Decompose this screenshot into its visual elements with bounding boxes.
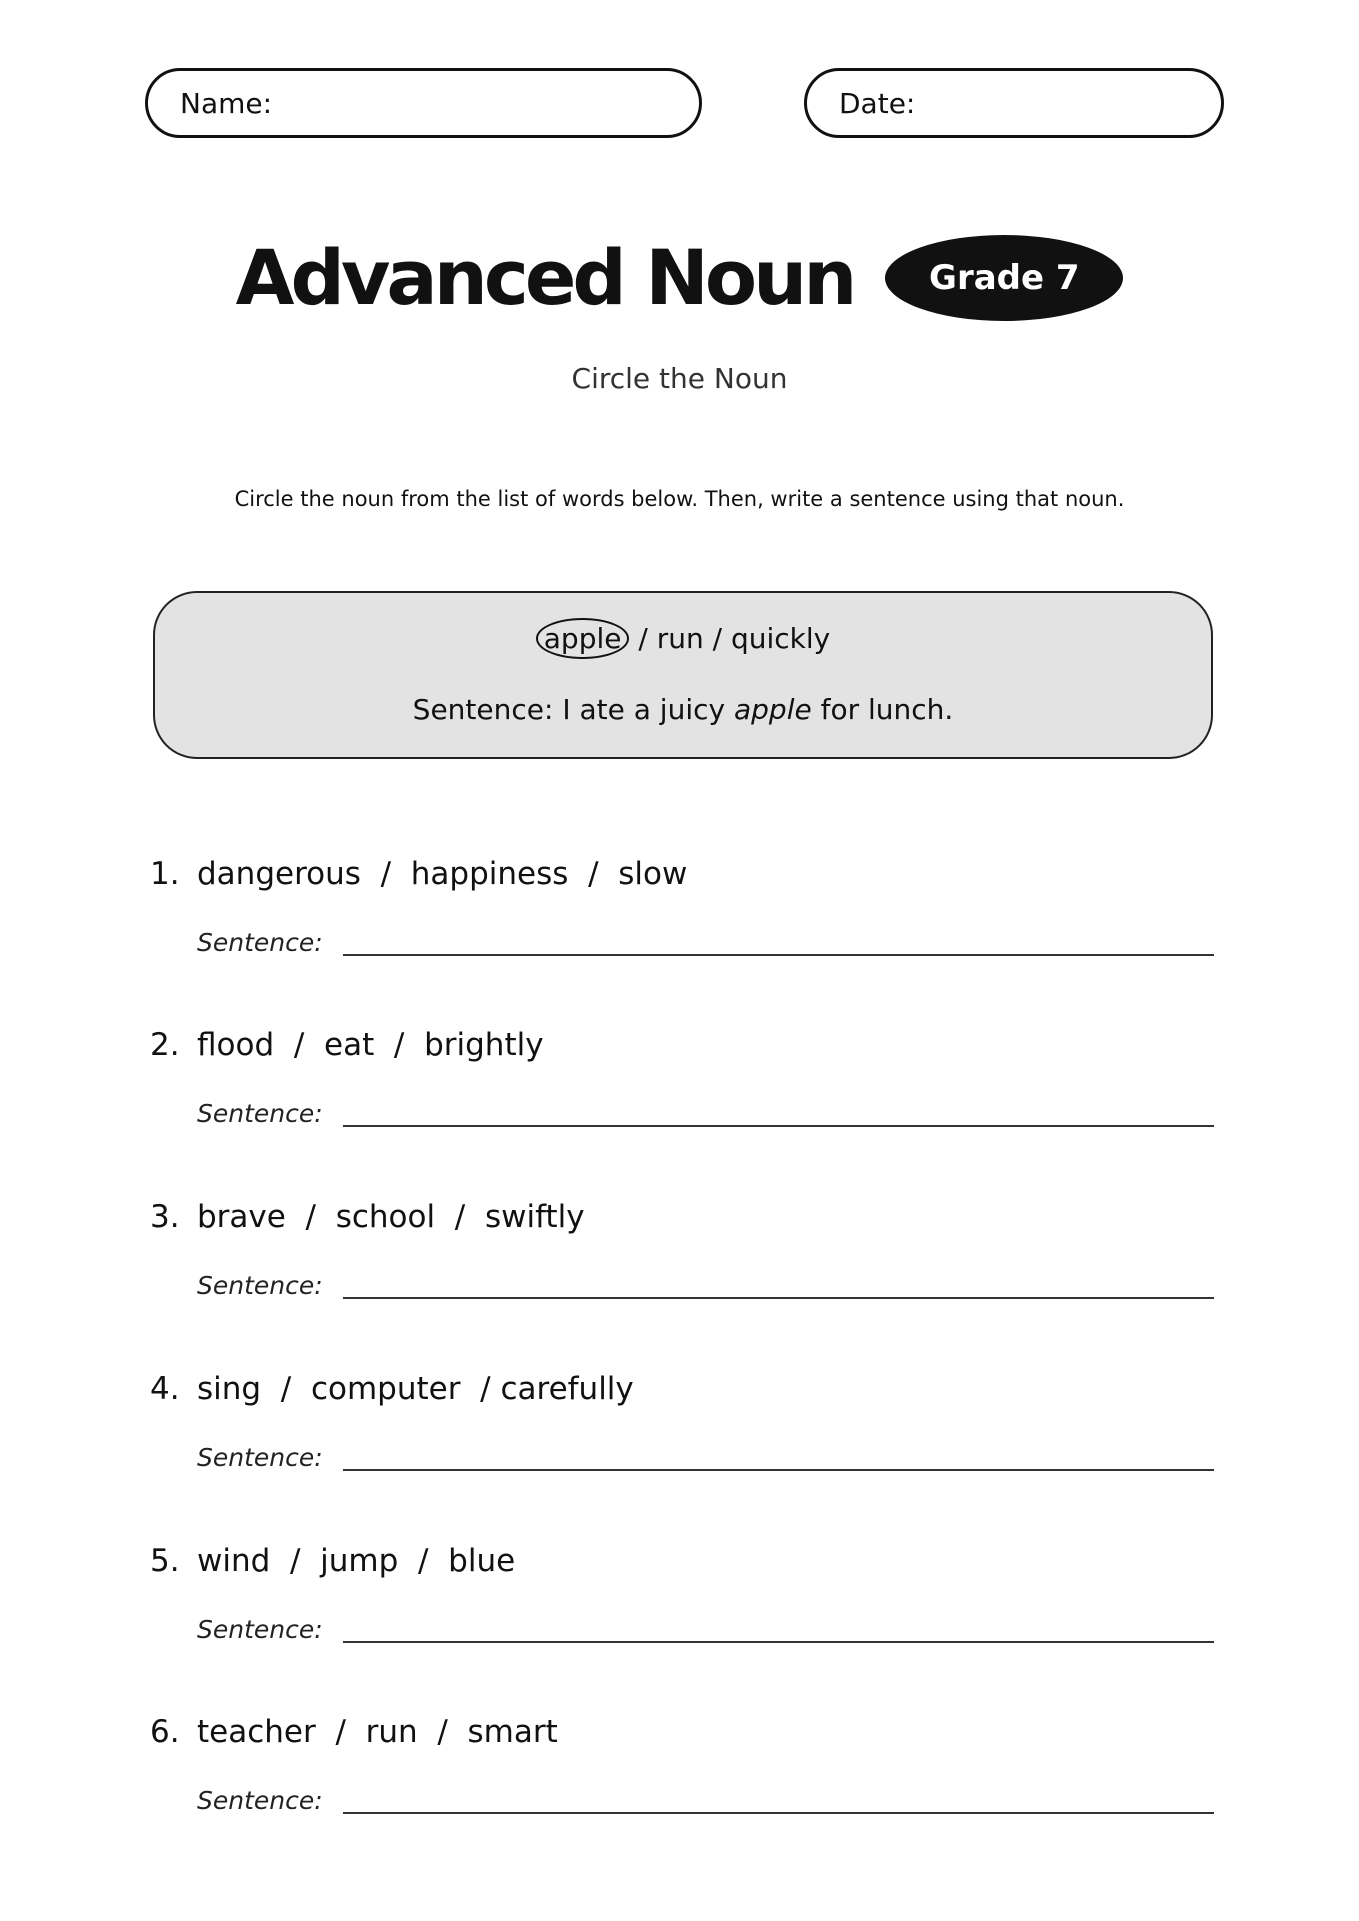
example-sentence <box>155 693 1211 726</box>
question-words[interactable]: wind / jump / blue <box>197 1543 516 1579</box>
sentence-label: Sentence: <box>197 1099 323 1128</box>
date-field[interactable] <box>804 68 1224 138</box>
question-4 <box>150 1371 1214 1491</box>
example-circled-word: apple <box>536 618 630 659</box>
question-number: 5. <box>150 1543 180 1579</box>
sentence-write-line[interactable] <box>343 954 1214 956</box>
question-1 <box>150 856 1214 976</box>
grade-badge: Grade 7 <box>885 235 1123 321</box>
question-words[interactable]: sing / computer / carefully <box>197 1371 634 1407</box>
sentence-write-line[interactable] <box>343 1297 1214 1299</box>
sentence-write-line[interactable] <box>343 1641 1214 1643</box>
example-sentence-suffix: for lunch. <box>811 693 954 726</box>
question-6 <box>150 1714 1214 1834</box>
name-label: Name: <box>180 86 273 120</box>
question-words[interactable]: brave / school / swiftly <box>197 1199 585 1235</box>
sentence-write-line[interactable] <box>343 1125 1214 1127</box>
sentence-label: Sentence: <box>197 1271 323 1300</box>
question-number: 1. <box>150 856 180 892</box>
example-sentence-prefix: Sentence: I ate a juicy <box>412 693 734 726</box>
question-2 <box>150 1027 1214 1147</box>
question-number: 3. <box>150 1199 180 1235</box>
question-words[interactable]: dangerous / happiness / slow <box>197 856 688 892</box>
question-number: 6. <box>150 1714 180 1750</box>
page-title: Advanced Noun <box>235 233 854 322</box>
example-other-words: / run / quickly <box>638 622 831 655</box>
question-words[interactable]: flood / eat / brightly <box>197 1027 544 1063</box>
question-line <box>150 1714 558 1750</box>
sentence-label: Sentence: <box>197 1443 323 1472</box>
example-words <box>155 618 1211 659</box>
question-line <box>150 1027 544 1063</box>
example-sentence-noun: apple <box>733 693 812 726</box>
date-label: Date: <box>839 86 916 120</box>
sentence-label: Sentence: <box>197 1615 323 1644</box>
question-number: 2. <box>150 1027 180 1063</box>
date-input[interactable] <box>925 82 1278 124</box>
example-box <box>153 591 1213 759</box>
question-line <box>150 1371 634 1407</box>
subtitle: Circle the Noun <box>571 362 788 395</box>
question-5 <box>150 1543 1214 1663</box>
sentence-label: Sentence: <box>197 928 323 957</box>
sentence-label: Sentence: <box>197 1786 323 1815</box>
title-row <box>0 235 1359 321</box>
sentence-write-line[interactable] <box>343 1469 1214 1471</box>
question-line <box>150 856 687 892</box>
sentence-write-line[interactable] <box>343 1812 1214 1814</box>
name-field[interactable] <box>145 68 702 138</box>
instructions: Circle the noun from the list of words below. Then, write a sentence using that noun. <box>234 487 1125 511</box>
name-input[interactable] <box>282 82 699 124</box>
question-line <box>150 1543 515 1579</box>
question-3 <box>150 1199 1214 1319</box>
question-words[interactable]: teacher / run / smart <box>197 1714 558 1750</box>
question-line <box>150 1199 585 1235</box>
question-number: 4. <box>150 1371 180 1407</box>
